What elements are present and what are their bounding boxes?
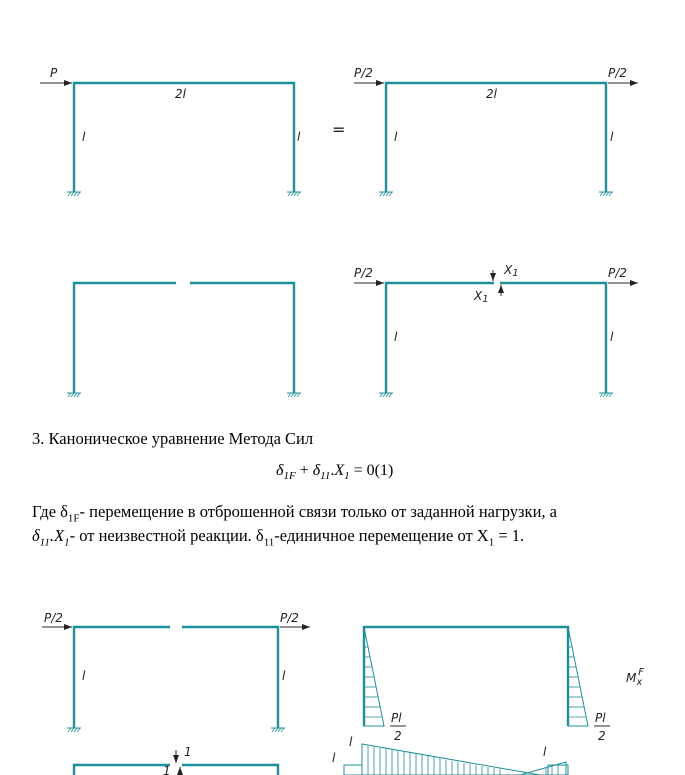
unknown-label: X1 [504, 263, 519, 279]
paragraph-line-1: Где $\delta_{1F}-$ перемещение в отброшенной связи только от заданной нагрузки, а [32, 502, 557, 525]
frame-loaded-basic [42, 611, 310, 732]
fixed-support-icon [287, 192, 301, 196]
fixed-support-icon [287, 393, 301, 397]
height-label: l [297, 130, 301, 144]
frame-basic-system [67, 283, 301, 397]
fixed-support-icon [67, 728, 81, 732]
moment-value-label: l [543, 745, 547, 759]
frame-symmetric [354, 66, 638, 196]
moment-value-num: Pl [595, 711, 606, 725]
fixed-support-icon [271, 728, 285, 732]
height-label: l [610, 330, 614, 344]
moment-label: $M_xF$ [626, 667, 645, 688]
moment-value-den: 2 [394, 729, 402, 743]
fixed-support-icon [379, 393, 393, 397]
moment-value-den: 2 [598, 729, 606, 743]
load-label: P/2 [608, 266, 627, 280]
height-label: l [82, 130, 86, 144]
height-label: l [394, 330, 398, 344]
load-label: P/2 [608, 66, 627, 80]
unit-label: 1 [184, 745, 192, 759]
fixed-support-icon [379, 192, 393, 196]
moment-diagram-MF [364, 627, 644, 743]
canonical-equation: $\delta_{1F} + \delta_{11}.X_1 = 0(1)$ [276, 462, 394, 483]
load-label: P/2 [280, 611, 299, 625]
height-label: l [282, 669, 286, 683]
moment-value-label: l [349, 735, 353, 749]
fixed-support-icon [599, 393, 613, 397]
moment-value-label: l [332, 751, 336, 765]
fixed-support-icon [67, 393, 81, 397]
frame-original [40, 66, 301, 196]
height-label: l [610, 130, 614, 144]
fixed-support-icon [599, 192, 613, 196]
frame-with-unknown [354, 263, 638, 397]
span-label: 2l [175, 87, 186, 101]
height-label: l [82, 669, 86, 683]
load-label: P/2 [354, 66, 373, 80]
load-label: P [50, 66, 58, 80]
unit-label: 1 [163, 764, 171, 775]
frame-unit-system [74, 745, 278, 775]
moment-value-num: Pl [391, 711, 402, 725]
moment-diagram-M1 [332, 735, 568, 775]
unknown-label: X1 [474, 289, 489, 305]
fixed-support-icon [67, 192, 81, 196]
height-label: l [394, 130, 398, 144]
section-heading: 3. Каноническое уравнение Метода Сил [32, 429, 314, 448]
load-label: P/2 [354, 266, 373, 280]
load-label: P/2 [44, 611, 63, 625]
span-label: 2l [486, 87, 497, 101]
equals-sign: = [332, 120, 346, 139]
paragraph-line-2: $\delta_{11}.X_1-$ от неизвестной реакции. $\delta_{11}$-единичное перемещение от $X_1 = 1$. [32, 526, 525, 549]
